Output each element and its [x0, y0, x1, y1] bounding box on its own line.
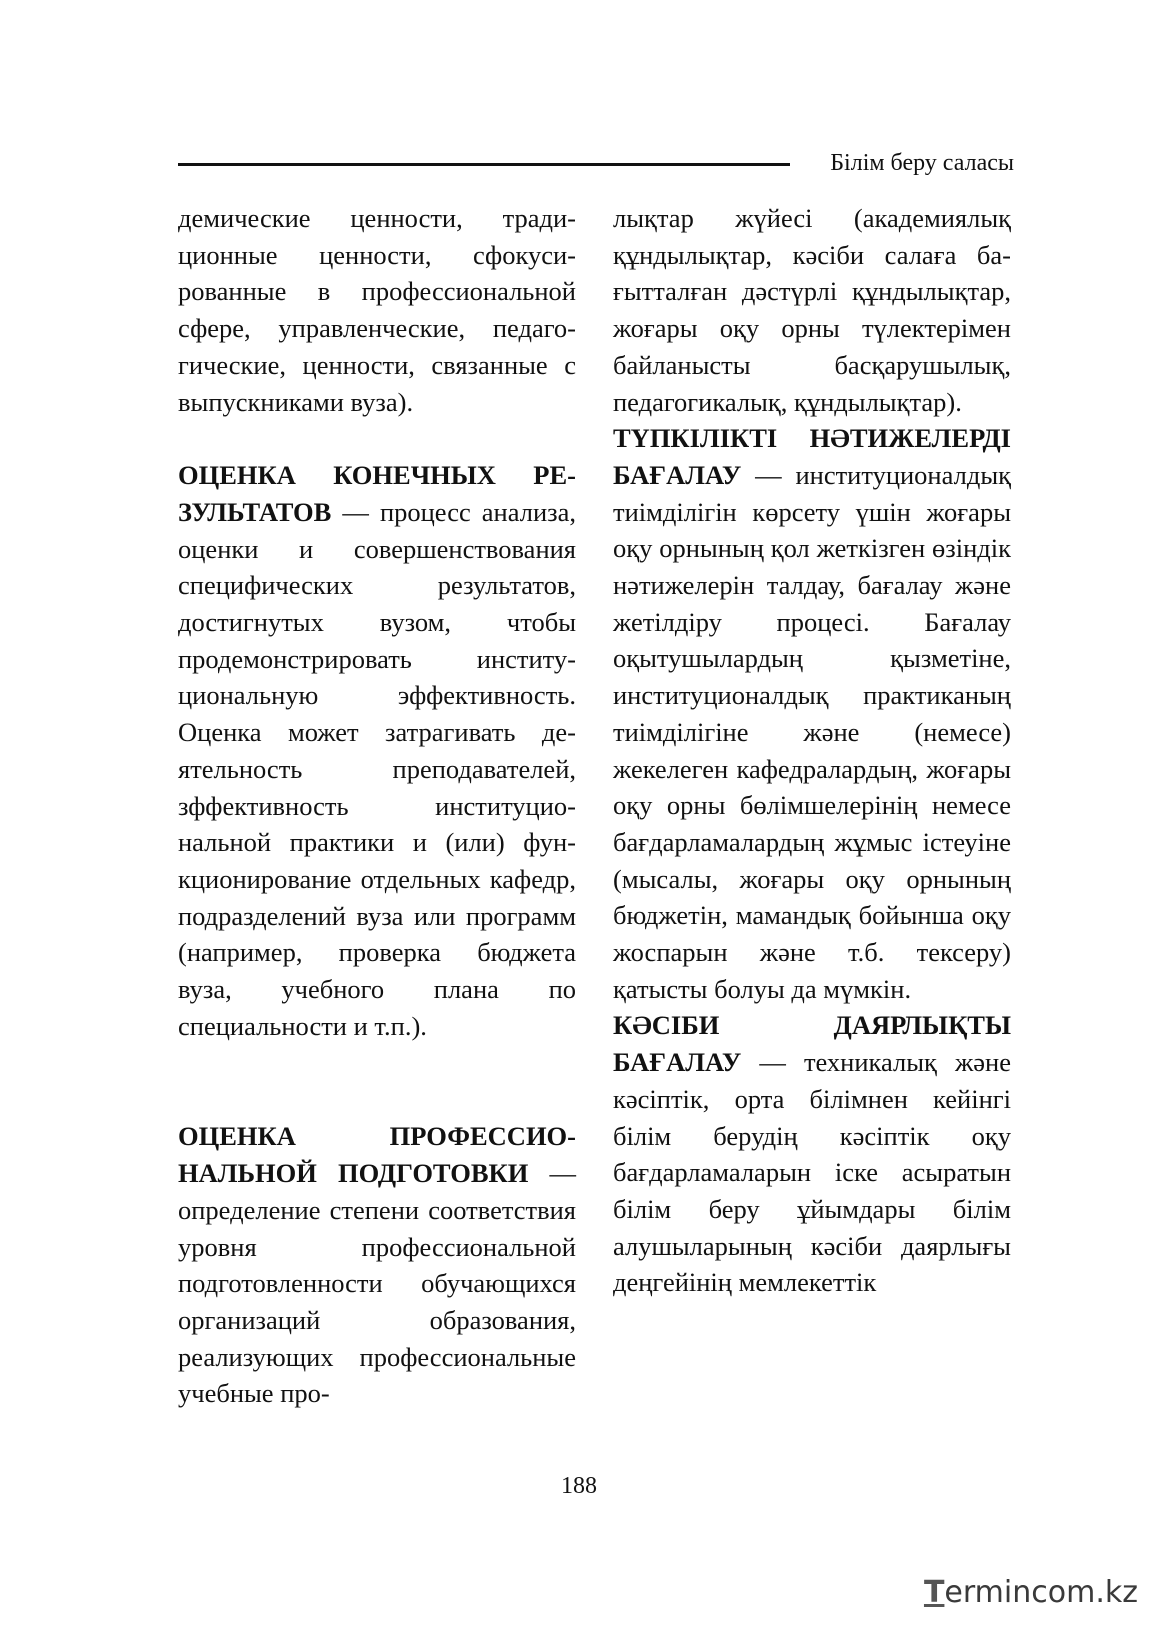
right-column — [613, 200, 1011, 1301]
entry-term: ОЦЕНКА КОНЕЧНЫХ РЕЗУЛЬТАТОВ — [178, 460, 576, 527]
page-number: 188 — [561, 1473, 597, 1499]
left-column — [178, 200, 576, 1412]
entry-professional-training-assessment-kk — [613, 1007, 1011, 1301]
entry-professional-training-assessment-ru — [178, 1118, 576, 1412]
spacer — [178, 420, 576, 457]
spacer — [178, 1044, 576, 1118]
entry-definition: — институционалдық тиімділігін көрсету үшін жоғары оқу орнының қол жеткізген өзіндік нәтижелерін талдау, бағалау және жетілдіру процесі. Бағалау оқытушылардың қызметіне, институционалдық практиканың тиімділігіне және (немесе) жекелеген кафедралардың, жоғары оқу орны бөлімшелерінің немесе бағдарламалардың жұмыс істеуіне (мысалы, жоғары оқу орнының бюджетін, мамандық бойынша оқу жоспарын және т.б. тексеру) қатысты болуы да мүмкін. — [613, 459, 1011, 1004]
entry-outcome-assessment-ru — [178, 457, 576, 1044]
header-title: Білім беру саласы — [830, 150, 1014, 176]
header-rule — [178, 163, 790, 166]
entry-continuation: лықтар жүйесі (академиялық құндылықтар, кәсіби салаға бағытталған дәстүрлі құндылықтар, жоғары оқу орны түлектерімен байланысты басқарушылық, педагогикалық, құндылықтар). — [613, 203, 1011, 417]
entry-continuation: демические ценности, традиционные ценности, сфокусированные в профессиональной сфере, управленческие, педагогические, ценности, связанные с выпускниками вуза). — [178, 203, 576, 417]
watermark-logo-letter: T — [923, 1575, 945, 1610]
entry-term: ТҮПКІЛІКТІ НӘТИЖЕЛЕРДІ БАҒАЛАУ — [613, 423, 1011, 490]
entry-term: ОЦЕНКА ПРОФЕССИОНАЛЬНОЙ ПОДГОТОВКИ — [178, 1121, 576, 1189]
entry-definition: — определение степени соответствия уровня профессиональной подготовленности обучающихся организаций образования, реализующих профессиональные учебные про- — [178, 1158, 576, 1409]
entry-definition: — процесс анализа, оценки и совершенствования специфических результатов, достигнутых вузом, чтобы продемонстрировать институциональную эффективность. Оценка может затрагивать деятельность преподавателей, зффективность институциональной практики и (или) функционирование отдельных кафедр, подразделений вуза или программ (например, проверка бюджета вуза, учебного плана по специальности и т.п.). — [178, 496, 576, 1041]
watermark-text: ermincom.kz — [944, 1575, 1138, 1610]
entry-outcome-assessment-kk — [613, 420, 1011, 1007]
entry-definition: — техникалық және кәсіптік, орта білімнен кейінгі білім берудің кәсіптік оқу бағдарламаларын іске асыратын білім беру ұйымдары білім алушыларының кәсіби даярлығы деңгейінің мемлекеттік — [613, 1047, 1011, 1298]
site-watermark — [924, 1575, 1138, 1611]
entry-term: КӘСІБИ ДАЯРЛЫҚТЫ БАҒАЛАУ — [613, 1010, 1011, 1078]
running-header — [178, 146, 1014, 186]
